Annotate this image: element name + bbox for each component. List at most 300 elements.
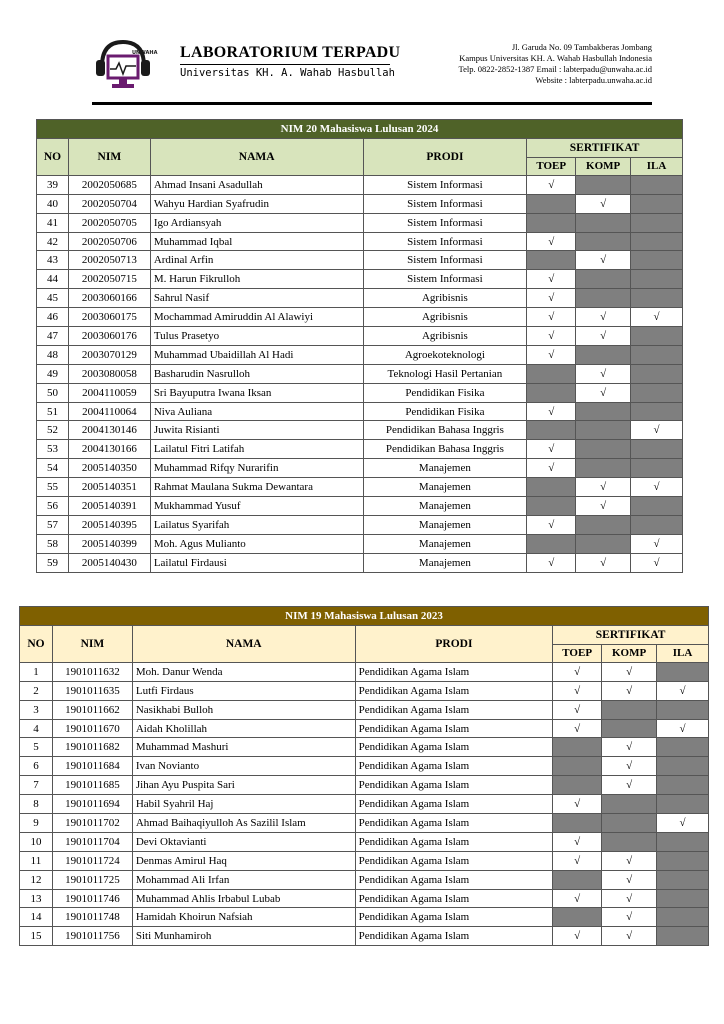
- cell-toep: [553, 719, 602, 738]
- cell-no: 55: [37, 478, 69, 497]
- check-mark-icon: √: [600, 367, 607, 380]
- cell-ila: [657, 738, 709, 757]
- col-header-komp: KOMP: [576, 157, 631, 175]
- cell-nama: Moh. Agus Mulianto: [150, 534, 363, 553]
- cell-ila: [657, 832, 709, 851]
- cell-ila: [631, 175, 683, 194]
- check-mark-icon: √: [574, 835, 581, 848]
- cell-no: 6: [20, 757, 53, 776]
- cell-prodi: Pendidikan Agama Islam: [355, 776, 553, 795]
- cell-toep: [527, 497, 576, 516]
- cell-ila: [631, 345, 683, 364]
- cell-ila: [631, 364, 683, 383]
- cell-komp: [576, 421, 631, 440]
- table-row: [20, 870, 709, 889]
- check-mark-icon: √: [574, 684, 581, 697]
- cell-komp: [602, 889, 657, 908]
- cell-prodi: Pendidikan Bahasa Inggris: [363, 440, 527, 459]
- check-mark-icon: √: [626, 911, 633, 924]
- cell-nim: 1901011662: [52, 700, 132, 719]
- cell-prodi: Sistem Informasi: [363, 232, 527, 251]
- cell-nama: Ardinal Arfin: [150, 251, 363, 270]
- table-title: NIM 19 Mahasiswa Lulusan 2023: [20, 607, 709, 626]
- col-header-nim: NIM: [52, 626, 132, 663]
- cell-nama: Lailatul Firdausi: [150, 553, 363, 572]
- cell-toep: [553, 662, 602, 681]
- address-line: Website : labterpadu.unwaha.ac.id: [535, 75, 652, 85]
- table-row: [20, 662, 709, 681]
- cell-nama: Muhammad Rifqy Nurarifin: [150, 459, 363, 478]
- cell-nim: 2003060166: [68, 289, 150, 308]
- cell-nama: Basharudin Nasrulloh: [150, 364, 363, 383]
- table-row: [20, 719, 709, 738]
- check-mark-icon: √: [574, 930, 581, 943]
- cell-nama: Ivan Novianto: [132, 757, 355, 776]
- cell-nim: 2003060175: [68, 308, 150, 327]
- cell-toep: [527, 308, 576, 327]
- check-mark-icon: √: [600, 556, 607, 569]
- cell-toep: [527, 515, 576, 534]
- cell-komp: [602, 908, 657, 927]
- cell-prodi: Pendidikan Agama Islam: [355, 719, 553, 738]
- cell-no: 46: [37, 308, 69, 327]
- cell-no: 40: [37, 194, 69, 213]
- cell-nim: 2004110059: [68, 383, 150, 402]
- col-header-prodi: PRODI: [363, 139, 527, 176]
- cell-ila: [631, 553, 683, 572]
- cell-nama: Muhammad Mashuri: [132, 738, 355, 757]
- address-block: [459, 42, 652, 86]
- cell-prodi: Sistem Informasi: [363, 251, 527, 270]
- cell-ila: [631, 251, 683, 270]
- check-mark-icon: √: [548, 292, 555, 305]
- check-mark-icon: √: [653, 537, 660, 550]
- cell-komp: [576, 478, 631, 497]
- table-row: [37, 175, 683, 194]
- cell-ila: [657, 889, 709, 908]
- cell-nama: Rahmat Maulana Sukma Dewantara: [150, 478, 363, 497]
- cell-toep: [553, 832, 602, 851]
- cell-nama: Denmas Amirul Haq: [132, 851, 355, 870]
- cell-prodi: Pendidikan Agama Islam: [355, 851, 553, 870]
- table-row: [20, 776, 709, 795]
- cell-nama: Muhammad Ubaidillah Al Hadi: [150, 345, 363, 364]
- check-mark-icon: √: [626, 741, 633, 754]
- cell-prodi: Teknologi Hasil Pertanian: [363, 364, 527, 383]
- cell-nama: Ahmad Insani Asadullah: [150, 175, 363, 194]
- cell-toep: [553, 795, 602, 814]
- cell-nim: 1901011682: [52, 738, 132, 757]
- check-mark-icon: √: [626, 873, 633, 886]
- cell-nama: Moh. Danur Wenda: [132, 662, 355, 681]
- cell-no: 49: [37, 364, 69, 383]
- col-header-no: NO: [20, 626, 53, 663]
- table-title: NIM 20 Mahasiswa Lulusan 2024: [37, 120, 683, 139]
- cell-komp: [576, 497, 631, 516]
- cell-toep: [527, 534, 576, 553]
- cell-nim: 1901011702: [52, 814, 132, 833]
- cell-komp: [602, 757, 657, 776]
- cell-toep: [553, 738, 602, 757]
- table-row: [37, 232, 683, 251]
- cell-komp: [602, 662, 657, 681]
- cell-komp: [576, 440, 631, 459]
- table-row: [37, 308, 683, 327]
- cell-no: 42: [37, 232, 69, 251]
- check-mark-icon: √: [626, 760, 633, 773]
- cell-nama: Muhammad Iqbal: [150, 232, 363, 251]
- cell-toep: [553, 851, 602, 870]
- check-mark-icon: √: [548, 348, 555, 361]
- cell-prodi: Pendidikan Bahasa Inggris: [363, 421, 527, 440]
- cell-toep: [553, 700, 602, 719]
- cell-komp: [602, 814, 657, 833]
- table-row: [20, 757, 709, 776]
- cell-prodi: Manajemen: [363, 459, 527, 478]
- cell-komp: [602, 681, 657, 700]
- table-row: [37, 270, 683, 289]
- cell-komp: [602, 700, 657, 719]
- check-mark-icon: √: [600, 499, 607, 512]
- cell-nama: Jihan Ayu Puspita Sari: [132, 776, 355, 795]
- cell-toep: [553, 870, 602, 889]
- title-underline: [180, 64, 390, 65]
- cell-nama: Mukhammad Yusuf: [150, 497, 363, 516]
- cell-no: 7: [20, 776, 53, 795]
- cell-no: 9: [20, 814, 53, 833]
- cell-nim: 1901011670: [52, 719, 132, 738]
- cell-komp: [602, 927, 657, 946]
- check-mark-icon: √: [548, 178, 555, 191]
- table-row: [37, 327, 683, 346]
- cell-ila: [657, 908, 709, 927]
- table-row: [20, 814, 709, 833]
- cell-nama: Sahrul Nasif: [150, 289, 363, 308]
- cell-prodi: Agribisnis: [363, 308, 527, 327]
- cell-no: 13: [20, 889, 53, 908]
- check-mark-icon: √: [679, 816, 686, 829]
- check-mark-icon: √: [574, 722, 581, 735]
- cell-komp: [602, 795, 657, 814]
- cell-no: 52: [37, 421, 69, 440]
- cell-no: 57: [37, 515, 69, 534]
- check-mark-icon: √: [653, 311, 660, 324]
- cell-no: 8: [20, 795, 53, 814]
- cell-no: 54: [37, 459, 69, 478]
- cell-toep: [553, 908, 602, 927]
- table-row: [37, 421, 683, 440]
- lab-logo-icon: [92, 36, 158, 96]
- table-row: [20, 681, 709, 700]
- check-mark-icon: √: [548, 556, 555, 569]
- cell-komp: [576, 232, 631, 251]
- cell-nama: Devi Oktavianti: [132, 832, 355, 851]
- cell-ila: [631, 515, 683, 534]
- cell-nama: M. Harun Fikrulloh: [150, 270, 363, 289]
- table-row: [20, 851, 709, 870]
- cell-toep: [527, 345, 576, 364]
- cell-nim: 2003080058: [68, 364, 150, 383]
- cell-ila: [631, 213, 683, 232]
- cell-nim: 1901011684: [52, 757, 132, 776]
- table-row: [20, 927, 709, 946]
- check-mark-icon: √: [653, 481, 660, 494]
- cell-prodi: Agribisnis: [363, 327, 527, 346]
- cell-prodi: Pendidikan Agama Islam: [355, 662, 553, 681]
- check-mark-icon: √: [600, 481, 607, 494]
- col-header-nama: NAMA: [132, 626, 355, 663]
- cell-toep: [527, 289, 576, 308]
- cell-prodi: Manajemen: [363, 478, 527, 497]
- col-header-toep: TOEP: [527, 157, 576, 175]
- cell-no: 47: [37, 327, 69, 346]
- cell-nama: Aidah Kholillah: [132, 719, 355, 738]
- cell-komp: [576, 308, 631, 327]
- cell-nama: Mohammad Ali Irfan: [132, 870, 355, 889]
- table-row: [37, 194, 683, 213]
- cell-komp: [576, 402, 631, 421]
- cell-ila: [631, 270, 683, 289]
- cell-nim: 2003060176: [68, 327, 150, 346]
- cell-komp: [602, 776, 657, 795]
- cell-no: 11: [20, 851, 53, 870]
- cell-nim: 1901011685: [52, 776, 132, 795]
- cell-toep: [553, 927, 602, 946]
- col-header-nama: NAMA: [150, 139, 363, 176]
- cell-ila: [657, 927, 709, 946]
- table-body: [20, 662, 709, 945]
- cell-nama: Habil Syahril Haj: [132, 795, 355, 814]
- cell-nim: 1901011746: [52, 889, 132, 908]
- table-row: [37, 497, 683, 516]
- cell-no: 44: [37, 270, 69, 289]
- cell-no: 12: [20, 870, 53, 889]
- cell-ila: [657, 776, 709, 795]
- cell-no: 5: [20, 738, 53, 757]
- check-mark-icon: √: [548, 273, 555, 286]
- cell-no: 2: [20, 681, 53, 700]
- table-row: [20, 908, 709, 927]
- lab-title: LABORATORIUM TERPADU: [180, 44, 401, 61]
- check-mark-icon: √: [600, 197, 607, 210]
- cell-komp: [576, 364, 631, 383]
- cell-prodi: Sistem Informasi: [363, 194, 527, 213]
- cell-toep: [527, 175, 576, 194]
- cell-no: 10: [20, 832, 53, 851]
- cell-no: 51: [37, 402, 69, 421]
- table-row: [37, 364, 683, 383]
- cell-prodi: Pendidikan Agama Islam: [355, 889, 553, 908]
- table-lulusan-2023: [19, 606, 709, 946]
- cell-komp: [576, 345, 631, 364]
- check-mark-icon: √: [626, 930, 633, 943]
- cell-no: 3: [20, 700, 53, 719]
- cell-toep: [527, 440, 576, 459]
- cell-prodi: Pendidikan Fisika: [363, 383, 527, 402]
- cell-komp: [576, 270, 631, 289]
- cell-nim: 1901011694: [52, 795, 132, 814]
- table-row: [37, 383, 683, 402]
- cell-komp: [576, 213, 631, 232]
- cell-prodi: Pendidikan Agama Islam: [355, 870, 553, 889]
- cell-toep: [527, 232, 576, 251]
- check-mark-icon: √: [626, 665, 633, 678]
- cell-ila: [631, 194, 683, 213]
- cell-nama: Juwita Risianti: [150, 421, 363, 440]
- cell-no: 41: [37, 213, 69, 232]
- cell-nim: 2004110064: [68, 402, 150, 421]
- cell-nim: 1901011756: [52, 927, 132, 946]
- cell-komp: [576, 383, 631, 402]
- cell-nim: 2002050704: [68, 194, 150, 213]
- cell-no: 15: [20, 927, 53, 946]
- cell-ila: [631, 497, 683, 516]
- check-mark-icon: √: [548, 311, 555, 324]
- cell-toep: [527, 383, 576, 402]
- cell-nim: 2002050715: [68, 270, 150, 289]
- cell-no: 50: [37, 383, 69, 402]
- cell-ila: [631, 308, 683, 327]
- cell-toep: [527, 364, 576, 383]
- cell-nama: Mochammad Amiruddin Al Alawiyi: [150, 308, 363, 327]
- check-mark-icon: √: [679, 722, 686, 735]
- cell-ila: [657, 814, 709, 833]
- cell-nim: 2002050706: [68, 232, 150, 251]
- cell-no: 48: [37, 345, 69, 364]
- cell-nim: 2005140430: [68, 553, 150, 572]
- cell-toep: [527, 402, 576, 421]
- cell-ila: [631, 289, 683, 308]
- cell-ila: [631, 478, 683, 497]
- logo-text: UNWAHA: [132, 50, 158, 56]
- cell-ila: [657, 700, 709, 719]
- cell-no: 1: [20, 662, 53, 681]
- cell-ila: [657, 851, 709, 870]
- cell-nama: Wahyu Hardian Syafrudin: [150, 194, 363, 213]
- cell-prodi: Pendidikan Fisika: [363, 402, 527, 421]
- cell-komp: [576, 534, 631, 553]
- cell-toep: [527, 421, 576, 440]
- cell-prodi: Manajemen: [363, 497, 527, 516]
- cell-ila: [631, 327, 683, 346]
- col-header-komp: KOMP: [602, 644, 657, 662]
- check-mark-icon: √: [653, 424, 660, 437]
- cell-nim: 1901011725: [52, 870, 132, 889]
- cell-nama: Igo Ardiansyah: [150, 213, 363, 232]
- cell-no: 53: [37, 440, 69, 459]
- cell-no: 4: [20, 719, 53, 738]
- cell-nama: Lailatul Fitri Latifah: [150, 440, 363, 459]
- cell-prodi: Sistem Informasi: [363, 213, 527, 232]
- check-mark-icon: √: [574, 798, 581, 811]
- cell-ila: [657, 870, 709, 889]
- check-mark-icon: √: [679, 684, 686, 697]
- cell-no: 14: [20, 908, 53, 927]
- check-mark-icon: √: [600, 254, 607, 267]
- cell-komp: [602, 832, 657, 851]
- cell-toep: [527, 459, 576, 478]
- table-row: [37, 289, 683, 308]
- cell-ila: [657, 757, 709, 776]
- cell-toep: [553, 776, 602, 795]
- col-header-ila: ILA: [657, 644, 709, 662]
- check-mark-icon: √: [574, 703, 581, 716]
- cell-nim: 1901011748: [52, 908, 132, 927]
- table-row: [37, 515, 683, 534]
- table-row: [37, 213, 683, 232]
- check-mark-icon: √: [600, 329, 607, 342]
- cell-komp: [576, 194, 631, 213]
- check-mark-icon: √: [548, 443, 555, 456]
- cell-ila: [631, 459, 683, 478]
- cell-nama: Lutfi Firdaus: [132, 681, 355, 700]
- check-mark-icon: √: [600, 386, 607, 399]
- cell-komp: [602, 719, 657, 738]
- cell-komp: [576, 251, 631, 270]
- table-row: [37, 459, 683, 478]
- table-row: [20, 795, 709, 814]
- cell-komp: [602, 738, 657, 757]
- cell-ila: [631, 232, 683, 251]
- letterhead: [92, 30, 652, 108]
- cell-komp: [602, 870, 657, 889]
- cell-toep: [527, 213, 576, 232]
- header-rule: [92, 102, 652, 105]
- cell-prodi: Pendidikan Agama Islam: [355, 832, 553, 851]
- cell-no: 58: [37, 534, 69, 553]
- check-mark-icon: √: [548, 405, 555, 418]
- check-mark-icon: √: [574, 892, 581, 905]
- cell-toep: [527, 270, 576, 289]
- cell-nim: 2005140391: [68, 497, 150, 516]
- cell-prodi: Sistem Informasi: [363, 270, 527, 289]
- cell-nama: Niva Auliana: [150, 402, 363, 421]
- cell-nim: 1901011724: [52, 851, 132, 870]
- cell-ila: [657, 719, 709, 738]
- check-mark-icon: √: [574, 665, 581, 678]
- cell-komp: [602, 851, 657, 870]
- cell-no: 39: [37, 175, 69, 194]
- check-mark-icon: √: [548, 462, 555, 475]
- check-mark-icon: √: [548, 235, 555, 248]
- cell-nim: 1901011635: [52, 681, 132, 700]
- address-line: Kampus Universitas KH. A. Wahab Hasbullah Indonesia: [459, 53, 652, 63]
- check-mark-icon: √: [626, 892, 633, 905]
- cell-ila: [631, 402, 683, 421]
- check-mark-icon: √: [626, 854, 633, 867]
- cell-nim: 2002050705: [68, 213, 150, 232]
- cell-komp: [576, 459, 631, 478]
- cell-prodi: Pendidikan Agama Islam: [355, 700, 553, 719]
- cell-ila: [657, 681, 709, 700]
- cell-prodi: Agroekoteknologi: [363, 345, 527, 364]
- cell-prodi: Sistem Informasi: [363, 175, 527, 194]
- cell-komp: [576, 515, 631, 534]
- cell-prodi: Pendidikan Agama Islam: [355, 757, 553, 776]
- cell-ila: [657, 795, 709, 814]
- cell-prodi: Pendidikan Agama Islam: [355, 927, 553, 946]
- table-row: [20, 738, 709, 757]
- cell-nama: Sri Bayuputra Iwana Iksan: [150, 383, 363, 402]
- cell-komp: [576, 175, 631, 194]
- table-row: [37, 402, 683, 421]
- table-row: [37, 345, 683, 364]
- cell-nim: 2005140399: [68, 534, 150, 553]
- cell-toep: [527, 327, 576, 346]
- cell-toep: [527, 553, 576, 572]
- cell-nama: Ahmad Baihaqiyulloh As Sazilil Islam: [132, 814, 355, 833]
- check-mark-icon: √: [548, 329, 555, 342]
